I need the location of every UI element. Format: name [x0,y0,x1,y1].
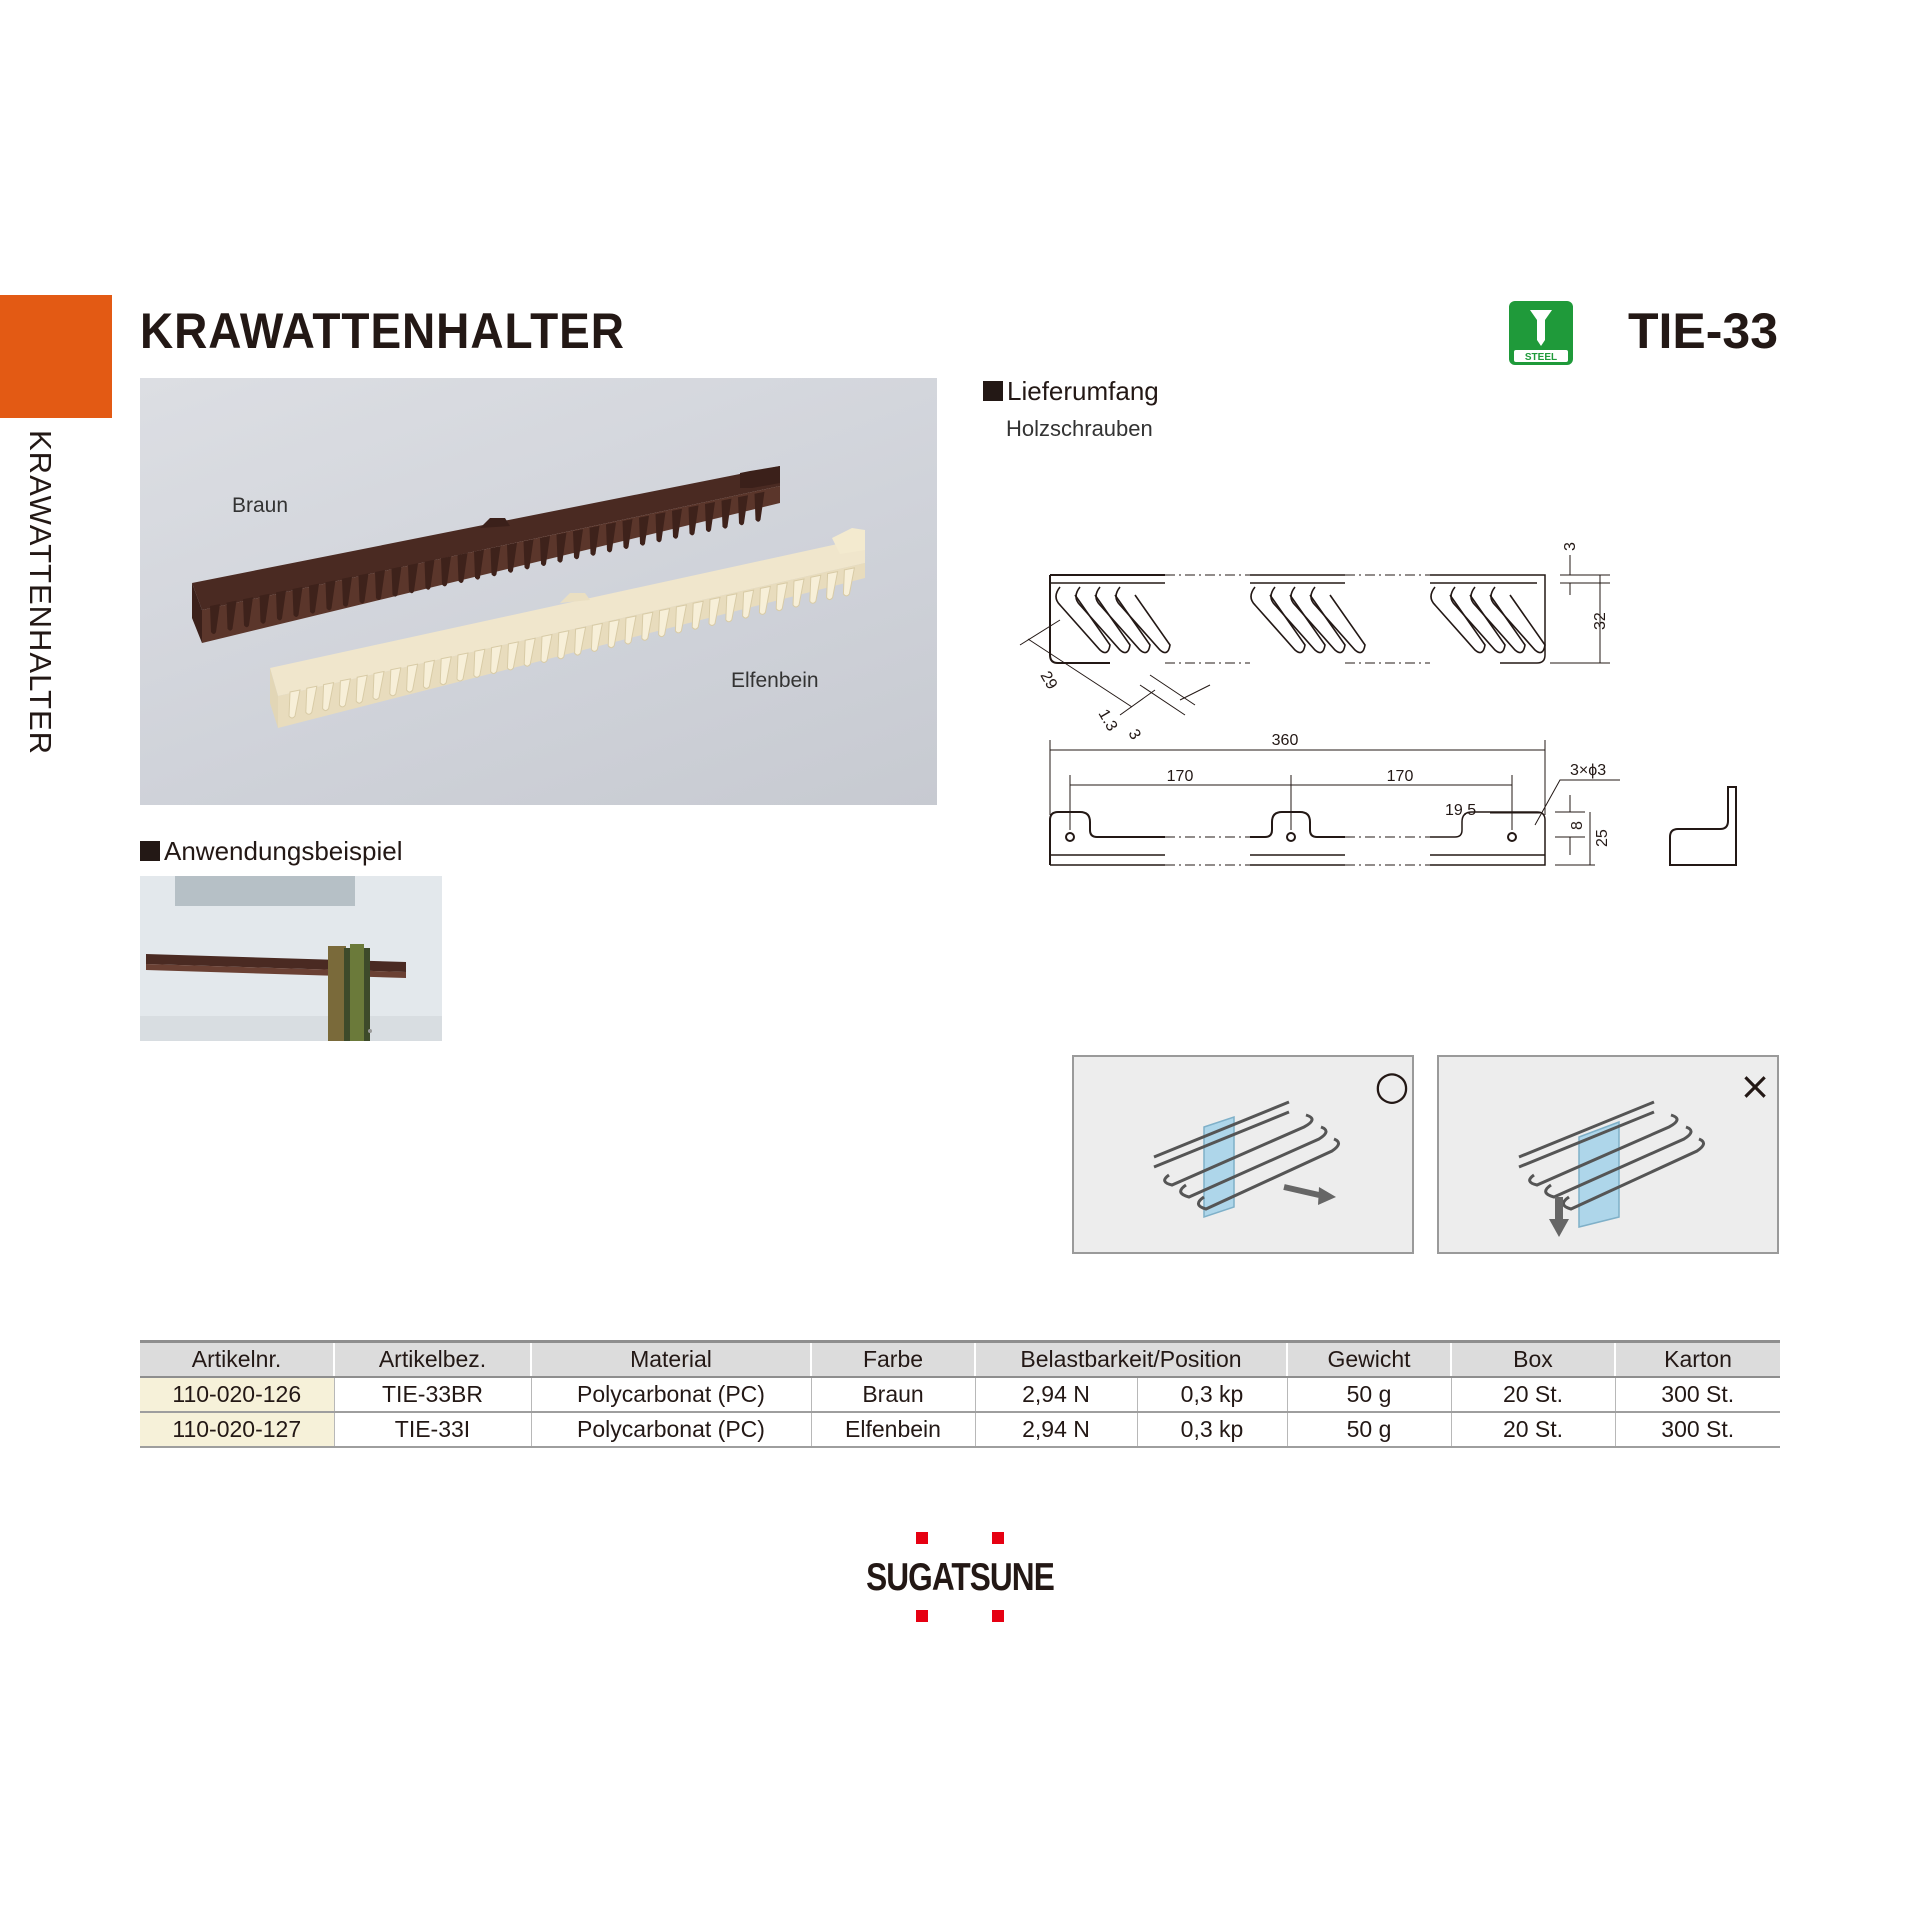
drawing-hook [1291,587,1345,653]
label-elfenbein: Elfenbein [731,669,819,692]
steel-badge-text: STEEL [1524,352,1558,363]
label-braun: Braun [232,494,289,517]
cell-artikelbez: TIE-33I [334,1412,531,1447]
dim-hole-height: 8 [1569,821,1586,830]
heading-square-icon [140,841,160,861]
page-title: KRAWATTENHALTER [140,303,625,359]
cell-artikelbez: TIE-33BR [334,1377,531,1412]
cell-box: 20 St. [1451,1412,1615,1447]
cell-material: Polycarbonat (PC) [531,1412,811,1447]
cell-farbe: Braun [811,1377,975,1412]
correct-symbol-icon: ○ [1374,1063,1410,1109]
table-row [140,1412,1780,1447]
drawing-hook [1096,587,1150,653]
drawing-hook [1311,587,1365,653]
tie-hook-illustration [1519,1102,1704,1237]
drawing-top-view [1020,555,1610,715]
delivery-heading-text: Lieferumfang [1007,376,1159,406]
table-header-row [140,1342,1780,1378]
dim-spacing-right: 170 [1386,768,1414,785]
drawing-front-view [1050,740,1620,865]
cell-load-n: 2,94 N [975,1377,1137,1412]
col-header-artikelnr: Artikelnr. [140,1342,334,1378]
cell-artikelnr: 110-020-127 [140,1412,334,1447]
col-header-belastbarkeit: Belastbarkeit/Position [975,1342,1287,1378]
usage-correct-panel [1072,1055,1414,1254]
dim-gap: 1.3 [1094,706,1121,735]
sugatsune-logo [866,1530,1054,1625]
usage-example-photo [140,876,442,1041]
ivory-tooth [843,568,854,596]
technical-drawing [1000,525,1800,945]
col-header-farbe: Farbe [811,1342,975,1378]
cell-load-n: 2,94 N [975,1412,1137,1447]
cell-box: 20 St. [1451,1377,1615,1412]
spec-table [140,1340,1780,1448]
cell-artikelnr: 110-020-126 [140,1377,334,1412]
cell-karton: 300 St. [1615,1377,1780,1412]
usage-example-heading [140,836,403,867]
heading-square-icon [983,381,1003,401]
delivery-heading [983,376,1159,407]
drawing-hook [1491,587,1545,653]
cell-material: Polycarbonat (PC) [531,1377,811,1412]
tie-hook-illustration [1154,1102,1339,1217]
cell-load-kp: 0,3 kp [1137,1412,1287,1447]
drawing-hook [1271,587,1325,653]
delivery-items: Holzschrauben [1006,416,1153,441]
cell-karton: 300 St. [1615,1412,1780,1447]
col-header-box: Box [1451,1342,1615,1378]
drawing-hook [1056,587,1110,653]
usage-wrong-panel [1437,1055,1779,1254]
drawing-hook [1251,587,1305,653]
wrong-symbol-icon: × [1739,1064,1771,1108]
drawing-hook [1431,587,1485,653]
dim-total-length: 360 [1271,732,1299,749]
brand-name: SUGATSUNE [866,1554,1054,1599]
dim-depth: 29 [1036,668,1061,693]
side-category-label [22,430,92,800]
drawing-side-profile [1670,787,1736,865]
col-header-material: Material [531,1342,811,1378]
drawing-hook [1451,587,1505,653]
drawing-hook [1471,587,1525,653]
col-header-karton: Karton [1615,1342,1780,1378]
usage-example-heading-text: Anwendungsbeispiel [164,836,403,866]
dim-thickness: 3 [1562,542,1579,551]
product-photo [140,378,937,805]
cell-farbe: Elfenbein [811,1412,975,1447]
model-code: TIE-33 [1628,303,1779,359]
dim-height: 32 [1592,612,1609,630]
dim-holes: 3×ϕ3 [1570,762,1607,779]
dim-pitch: 3 [1124,726,1144,743]
dim-profile-height: 25 [1594,829,1611,847]
dim-edge-offset: 19.5 [1445,802,1477,819]
cell-gewicht: 50 g [1287,1377,1451,1412]
side-tab-accent [0,295,112,418]
col-header-gewicht: Gewicht [1287,1342,1451,1378]
dim-spacing-left: 170 [1166,768,1194,785]
col-header-artikelbez: Artikelbez. [334,1342,531,1378]
steel-screw-icon [1508,300,1574,366]
drawing-hook [1116,587,1170,653]
side-category-text: KRAWATTENHALTER [23,430,58,756]
table-row [140,1377,1780,1412]
ivory-tooth [827,572,838,600]
cell-load-kp: 0,3 kp [1137,1377,1287,1412]
cell-gewicht: 50 g [1287,1412,1451,1447]
drawing-hook [1076,587,1130,653]
